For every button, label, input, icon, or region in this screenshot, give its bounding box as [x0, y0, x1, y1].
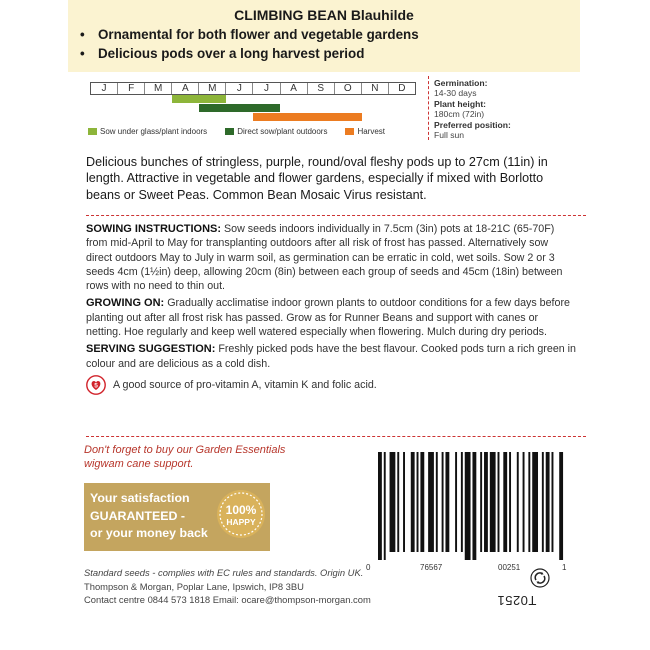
- legend-label: Sow under glass/plant indoors: [100, 127, 208, 136]
- barcode-bar: [465, 452, 471, 560]
- germination-value: 14-30 days: [434, 88, 477, 99]
- sowing-calendar: [82, 78, 420, 138]
- month-row: [90, 82, 416, 95]
- happy-seal-icon: [215, 487, 267, 547]
- position-label: Preferred position:: [434, 119, 511, 130]
- barcode-bar: [403, 452, 405, 552]
- grow-info: [434, 78, 511, 140]
- five-a-day-icon: [86, 375, 106, 395]
- month-cell: O: [335, 83, 362, 94]
- barcode-bar: [559, 452, 563, 560]
- calendar-legend: [88, 127, 403, 136]
- month-cell: A: [281, 83, 308, 94]
- barcode-bar: [509, 452, 511, 552]
- barcode-bar: [436, 452, 438, 552]
- barcode-bar: [546, 452, 550, 552]
- legend-swatch: [345, 128, 354, 135]
- barcode-bar: [397, 452, 399, 552]
- divider: [86, 436, 586, 437]
- legend-swatch: [225, 128, 234, 135]
- barcode-bar: [384, 452, 386, 560]
- barcode-bar: [532, 452, 538, 552]
- nutrition-text: A good source of pro-vitamin A, vitamin K and folic acid.: [113, 378, 377, 391]
- barcode-bar: [442, 452, 444, 552]
- company-address: Thompson & Morgan, Poplar Lane, Ipswich, IP8 3BU: [84, 580, 304, 592]
- divider: [428, 76, 429, 140]
- barcode-bar: [517, 452, 519, 552]
- month-cell: J: [226, 83, 253, 94]
- height-value: 180cm (72in): [434, 109, 485, 120]
- product-code: T0251: [497, 593, 537, 608]
- legend-label: Direct sow/plant outdoors: [237, 127, 328, 136]
- barcode-bar: [411, 452, 415, 552]
- barcode-bar: [428, 452, 434, 552]
- barcode-bar: [455, 452, 457, 552]
- contact-line: Contact centre 0844 573 1818 Email: ocare@thompson-morgan.com: [84, 594, 371, 605]
- standards-note: Standard seeds - complies with EC rules and standards. Origin UK.: [84, 567, 364, 578]
- instructions: [86, 222, 576, 395]
- divider: [86, 215, 586, 216]
- feature-item: • Delicious pods over a long harvest period: [80, 46, 365, 61]
- growing-section: [86, 296, 576, 339]
- month-cell: F: [118, 83, 145, 94]
- month-cell: M: [145, 83, 172, 94]
- barcode-bar: [445, 452, 449, 552]
- barcode-bar: [378, 452, 382, 560]
- month-cell: M: [199, 83, 226, 94]
- period-bar: [253, 113, 362, 121]
- legend-swatch: [88, 128, 97, 135]
- barcode: [378, 452, 565, 560]
- barcode-bar: [523, 452, 525, 552]
- serving-text: Freshly picked pods have the best flavour. Cooked pods turn a rich green in colour and are delicious as a cold dish.: [86, 343, 576, 370]
- legend-item: [225, 127, 327, 136]
- month-cell: D: [398, 83, 406, 94]
- five-a-day-number: 5: [94, 382, 98, 390]
- legend-label: Harvest: [357, 127, 386, 136]
- serving-heading: SERVING SUGGESTION:: [86, 343, 216, 356]
- month-cell: S: [308, 83, 335, 94]
- month-cell: N: [362, 83, 389, 94]
- footer-info: [84, 566, 371, 607]
- serving-section: [86, 342, 576, 371]
- height-label: Plant height:: [434, 98, 487, 109]
- seal-word: HAPPY: [226, 517, 256, 527]
- seal-percent: 100%: [225, 503, 257, 517]
- barcode-bar: [417, 452, 419, 552]
- barcode-bar: [498, 452, 500, 552]
- barcode-bar: [552, 452, 554, 552]
- product-title: CLIMBING BEAN Blauhilde: [234, 7, 414, 23]
- barcode-bar: [461, 452, 463, 552]
- header-band: [68, 0, 580, 72]
- month-cell: J: [91, 83, 118, 94]
- barcode-bar: [420, 452, 424, 552]
- barcode-bar: [490, 452, 496, 552]
- period-bar: [199, 104, 281, 112]
- month-cell: J: [253, 83, 280, 94]
- barcode-bar: [542, 452, 544, 552]
- barcode-bar: [503, 452, 507, 552]
- promo-text: Don't forget to buy our Garden Essentials wigwam cane support.: [84, 444, 286, 470]
- position-value: Full sun: [434, 130, 465, 141]
- barcode-bar: [484, 452, 488, 552]
- growing-heading: GROWING ON:: [86, 297, 165, 310]
- month-cell: A: [172, 83, 199, 94]
- barcode-bar: [472, 452, 476, 560]
- growing-text: Gradually acclimatise indoor grown plants to outdoor conditions for a few days before planting out after all frost risk has passed. Grow as for Runner Beans and support with canes or netting. Hoe regularly and keep well watered especially when flowering. Mulch during dry periods.: [86, 297, 570, 339]
- barcode-bar: [528, 452, 530, 552]
- recycle-icon: [530, 568, 550, 588]
- sowing-heading: SOWING INSTRUCTIONS:: [86, 223, 222, 235]
- satisfaction-guarantee: Your satisfaction GUARANTEED - or your money back 100% HAPPY: [84, 483, 270, 551]
- feature-item: • Ornamental for both flower and vegetable gardens: [80, 27, 419, 42]
- feature-list: [80, 25, 419, 63]
- barcode-bar: [390, 452, 396, 552]
- nutrition-note: [86, 375, 576, 395]
- product-description: Delicious bunches of stringless, purple, round/oval fleshy pods up to 27cm (11in) in length. Attractive in vegetable and flower gardens, especially if mixed with Borlotto beans or Sweet Peas. Common Bean Mosaic Virus resistant.: [86, 155, 548, 202]
- germination-label: Germination:: [434, 78, 488, 88]
- sowing-section: [86, 222, 576, 293]
- legend-item: [88, 127, 207, 136]
- legend-item: [345, 127, 385, 136]
- barcode-bar: [480, 452, 482, 552]
- sowing-text: Sow seeds indoors individually in 7.5cm (3in) pots at 18-21C (65-70F) from mid-April to May for transplanting outdoors after all risk of frost has passed. Alternatively sow direct outdoors May to July in warm soil, as germination can be erratic in cold, wet soils. Sow 2 or 3 seeds 4cm (1½in) deep, allowing 20cm (8in) between each group of seeds and 45cm (18in) between rows with no need to thin out.: [86, 223, 563, 293]
- period-bar: [172, 95, 226, 103]
